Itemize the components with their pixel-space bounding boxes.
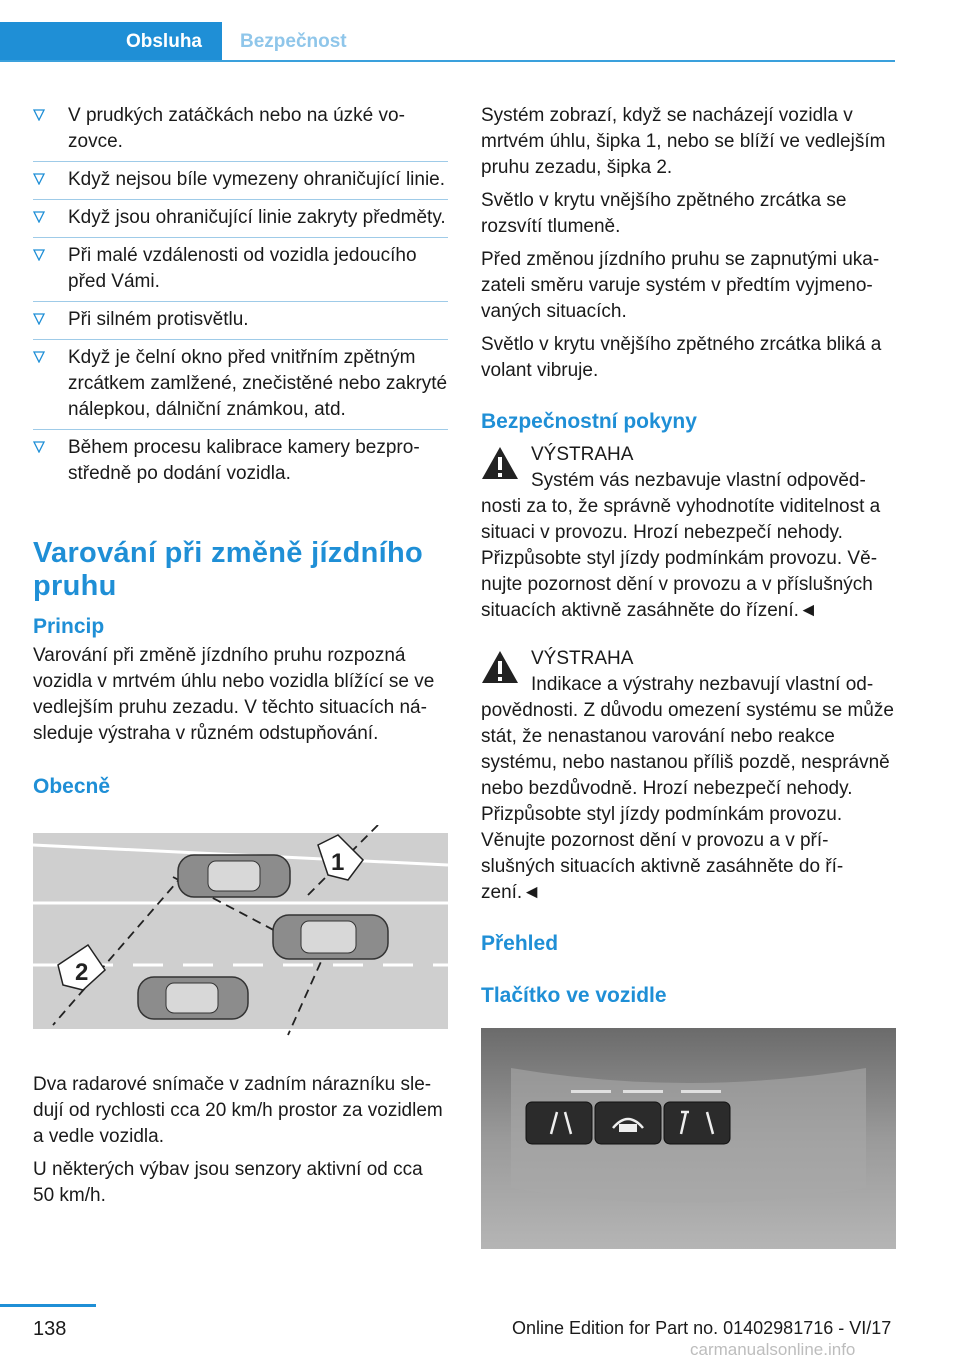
warning-icon <box>481 650 519 684</box>
left-column <box>33 103 448 1216</box>
triangle-bullet-icon <box>33 351 45 363</box>
list-item <box>33 167 448 200</box>
vehicle-buttons-photo <box>481 1028 896 1249</box>
list-item <box>33 345 448 430</box>
list-item-text: Při malé vzdálenosti od vozidla jedoucího před Vámi. <box>68 245 417 292</box>
caption-sensors: Dva radarové snímače v zadním nárazníku sledují od rychlosti cca 20 km/h prostor za vozidlem a vedle vozidla. <box>33 1074 443 1147</box>
button-heading: Tlačítko ve vozidle <box>481 984 667 1007</box>
list-item <box>33 435 448 493</box>
page-number: 138 <box>33 1318 67 1340</box>
list-item <box>33 205 448 238</box>
triangle-bullet-icon <box>33 173 45 185</box>
triangle-bullet-icon <box>33 441 45 453</box>
warning-block <box>481 646 896 906</box>
lane-change-warning-button <box>526 1102 592 1144</box>
watermark: carmanualsonline.info <box>690 1340 856 1359</box>
list-item <box>33 103 448 162</box>
list-item-text: Při silném protisvětlu. <box>68 309 249 330</box>
warning-block <box>481 442 896 624</box>
car-middle <box>273 915 388 959</box>
list-item-text: Když jsou ohraničující linie zakryty předměty. <box>68 207 446 228</box>
list-item-text: Když je čelní okno před vnitřním zpětným zrcátkem zamlžené, znečistěné nebo zakryté nálepkou, dálniční známkou, atd. <box>68 347 448 420</box>
overview-heading: Přehled <box>481 932 559 955</box>
list-item-text: Když nejsou bíle vymezeny ohraničující linie. <box>68 169 446 190</box>
warning-title: VÝSTRAHA <box>531 648 634 669</box>
triangle-bullet-icon <box>33 313 45 325</box>
warning-text: Systém vás nezbavuje vlastní odpovědnosti za to, že správně vyhodnotíte viditelnost a situaci v provozu. Hrozí nebezpečí nehody. Přizpůsobte styl jízdy podmínkám provozu. Věnujte pozornost dění v provozu a v příslušných situacích aktivně zasáhněte do řízení.◄ <box>481 470 881 621</box>
paragraph-mirror-light: Světlo v krytu vnějšího zpětného zrcátka se rozsvítí tlumeně. <box>481 190 847 237</box>
paragraph-mirror-blink: Světlo v krytu vnějšího zpětného zrcátka bliká a volant vibruje. <box>481 334 882 381</box>
warning-icon <box>481 446 519 480</box>
footer-divider <box>0 1304 96 1307</box>
list-item-text: Během procesu kalibrace kamery bezprostředně po dodání vozidla. <box>68 437 420 484</box>
lane-departure-button <box>664 1102 730 1144</box>
warning-title: VÝSTRAHA <box>531 444 634 465</box>
arrow-1-label: 1 <box>331 849 345 876</box>
right-column <box>481 103 896 1257</box>
safety-heading: Bezpečnostní pokyny <box>481 410 697 433</box>
triangle-bullet-icon <box>33 109 45 121</box>
tab-obsluha: Obsluha <box>0 22 222 62</box>
warning-text: Indikace a výstrahy nezbavují vlastní odpovědnosti. Z důvodu omezení systému se může stát, že nenastanou varování nebo reakce systému, nebo nastanou příliš pozdě, nesprávně nebo bezdůvodně. Hrozí nebezpečí nehody. Přizpůsobte styl jízdy podmínkám provozu. Věnujte pozornost dění v provozu a v příslušných situacích aktivně zasáhněte do řízení.◄ <box>481 674 894 903</box>
principle-heading: Princip <box>33 615 105 638</box>
car-top <box>178 855 290 897</box>
page-header <box>0 0 895 62</box>
caption-activation: U některých výbav jsou senzory aktivní od cca 50 km/h. <box>33 1159 423 1206</box>
header-divider <box>0 60 895 62</box>
triangle-bullet-icon <box>33 211 45 223</box>
triangle-bullet-icon <box>33 249 45 261</box>
edition-note: Online Edition for Part no. 01402981716 - VI/17 <box>512 1318 892 1338</box>
paragraph-display: Systém zobrazí, když se nacházejí vozidla v mrtvém úhlu, šipka 1, nebo se blíží ve vedlejším pruhu zezadu, šipka 2. <box>481 105 886 178</box>
list-item <box>33 243 448 302</box>
arrow-2-label: 2 <box>75 959 89 986</box>
tab-bezpecnost: Bezpečnost <box>240 31 347 52</box>
general-heading: Obecně <box>33 775 111 798</box>
car-bottom <box>138 977 248 1019</box>
list-item-text: V prudkých zatáčkách nebo na úzké vozovce. <box>68 105 405 152</box>
blind-spot-diagram <box>33 825 448 1047</box>
paragraph-lane-change: Před změnou jízdního pruhu se zapnutými ukazateli směru varuje systém v předtím vyjmenovaných situacích. <box>481 249 880 322</box>
section-title: Varování při změně jízdního pruhu <box>33 537 424 602</box>
limitations-list <box>33 103 448 493</box>
driving-assist-button <box>595 1102 661 1144</box>
list-item <box>33 307 448 340</box>
principle-text: Varování při změně jízdního pruhu rozpozná vozidla v mrtvém úhlu nebo vozidla blížící se ve vedlejším pruhu zezadu. V těchto situacích následuje výstraha v různém odstupňování. <box>33 645 435 744</box>
